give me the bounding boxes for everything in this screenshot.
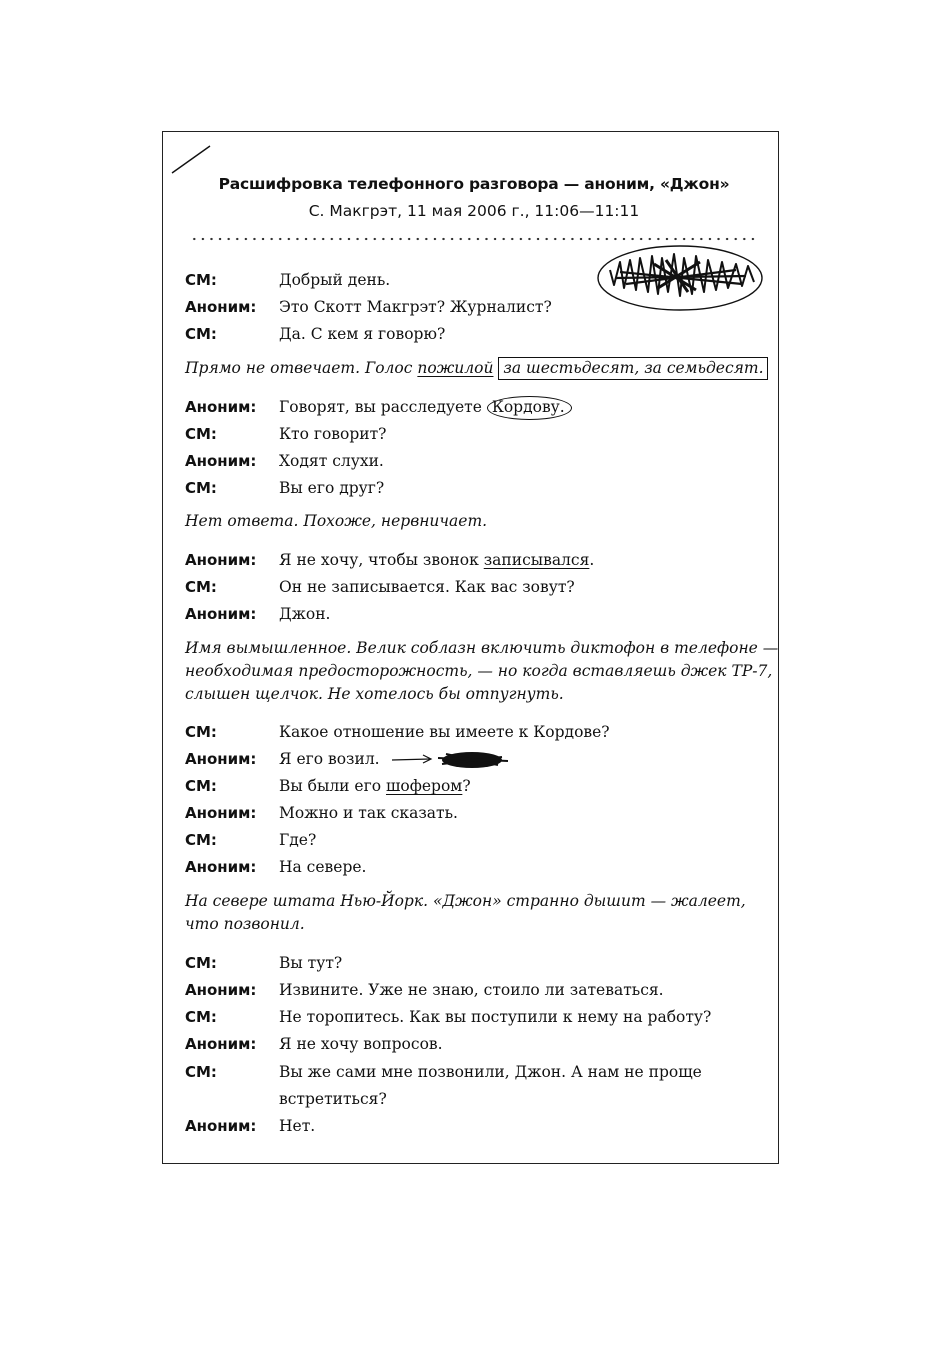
speaker-label: СМ: bbox=[185, 723, 217, 741]
speaker-label: СМ: bbox=[185, 425, 217, 443]
speaker-label: СМ: bbox=[185, 777, 217, 795]
speaker-label: СМ: bbox=[185, 1063, 217, 1081]
narrator-note-line: Имя вымышленное. Велик соблазн включить диктофон в телефоне — bbox=[185, 639, 779, 657]
dialogue-text: Можно и так сказать. bbox=[279, 804, 458, 822]
dialogue-text: На севере. bbox=[279, 858, 367, 876]
document-title: Расшифровка телефонного разговора — аноним, «Джон» bbox=[218, 175, 730, 193]
speaker-label: СМ: bbox=[185, 1008, 217, 1026]
speaker-label: Аноним: bbox=[185, 551, 257, 569]
dialogue-text: Говорят, вы расследуете Кордову. bbox=[279, 397, 572, 417]
dialogue-text: Извините. Уже не знаю, стоило ли затеваться. bbox=[279, 981, 664, 999]
speaker-label: Аноним: bbox=[185, 605, 257, 623]
speaker-label: СМ: bbox=[185, 271, 217, 289]
speaker-label: Аноним: bbox=[185, 858, 257, 876]
speaker-label: СМ: bbox=[185, 578, 217, 596]
dialogue-text: Я его возил. bbox=[279, 750, 380, 768]
speaker-label: Аноним: bbox=[185, 452, 257, 470]
speaker-label: Аноним: bbox=[185, 398, 257, 416]
underlined-word: записывался bbox=[483, 551, 590, 569]
bracketed-annotation: за шестьдесят, за семьдесят. bbox=[498, 357, 767, 380]
dialogue-text: Не торопитесь. Как вы поступили к нему на работу? bbox=[279, 1008, 712, 1026]
handwritten-arrow-icon bbox=[390, 748, 520, 774]
speaker-label: Аноним: bbox=[185, 1035, 257, 1053]
dialogue-text: Вы его друг? bbox=[279, 479, 385, 497]
speaker-label: СМ: bbox=[185, 325, 217, 343]
narrator-note-line: необходимая предосторожность, — но когда вставляешь джек ТР-7, bbox=[185, 662, 773, 680]
dialogue-text: Кто говорит? bbox=[279, 425, 387, 443]
speaker-label: Аноним: bbox=[185, 750, 257, 768]
dialogue-text: Ходят слухи. bbox=[279, 452, 384, 470]
dialogue-text: Вы же сами мне позвонили, Джон. А нам не проще bbox=[279, 1063, 702, 1081]
dialogue-text: Нет. bbox=[279, 1117, 316, 1135]
dialogue-text: Джон. bbox=[279, 605, 331, 623]
date-time: , 11 мая 2006 г., 11:06—11:11 bbox=[397, 202, 640, 220]
dialogue-text: Вы были его шофером? bbox=[279, 777, 471, 795]
author-name: С. Макгрэт bbox=[308, 202, 398, 220]
narrator-note-line: слышен щелчок. Не хотелось бы отпугнуть. bbox=[185, 685, 564, 703]
document-subtitle bbox=[0, 202, 948, 220]
speaker-label: СМ: bbox=[185, 479, 217, 497]
scribbled-out-note-icon bbox=[596, 240, 776, 320]
narrator-note-line: что позвонил. bbox=[185, 915, 305, 933]
speaker-label: СМ: bbox=[185, 954, 217, 972]
speaker-label: СМ: bbox=[185, 831, 217, 849]
dialogue-text: Да. С кем я говорю? bbox=[279, 325, 446, 343]
underlined-word: шофером bbox=[385, 777, 463, 795]
dialogue-text: Какое отношение вы имеете к Кордове? bbox=[279, 723, 610, 741]
dialogue-text: Добрый день. bbox=[279, 271, 391, 289]
circled-word: Кордову. bbox=[487, 396, 572, 420]
speaker-label: Аноним: bbox=[185, 804, 257, 822]
dialogue-text: Вы тут? bbox=[279, 954, 343, 972]
speaker-label: Аноним: bbox=[185, 298, 257, 316]
dialogue-text: Он не записывается. Как вас зовут? bbox=[279, 578, 575, 596]
narrator-note: Нет ответа. Похоже, нервничает. bbox=[185, 512, 488, 530]
dialogue-text: Я не хочу вопросов. bbox=[279, 1035, 443, 1053]
dialogue-text: Где? bbox=[279, 831, 317, 849]
narrator-note: Прямо не отвечает. Голос пожилой за шестьдесят, за семьдесят. bbox=[185, 357, 768, 380]
dialogue-text: Это Скотт Макгрэт? Журналист? bbox=[279, 298, 552, 316]
speaker-label: Аноним: bbox=[185, 1117, 257, 1135]
underlined-word: пожилой bbox=[417, 359, 494, 377]
dialogue-text: Я не хочу, чтобы звонок записывался. bbox=[279, 551, 595, 569]
speaker-label: Аноним: bbox=[185, 981, 257, 999]
dialogue-text: встретиться? bbox=[279, 1090, 387, 1108]
ink-blot-icon bbox=[438, 752, 508, 768]
narrator-note-line: На севере штата Нью-Йорк. «Джон» странно дышит — жалеет, bbox=[185, 892, 746, 910]
